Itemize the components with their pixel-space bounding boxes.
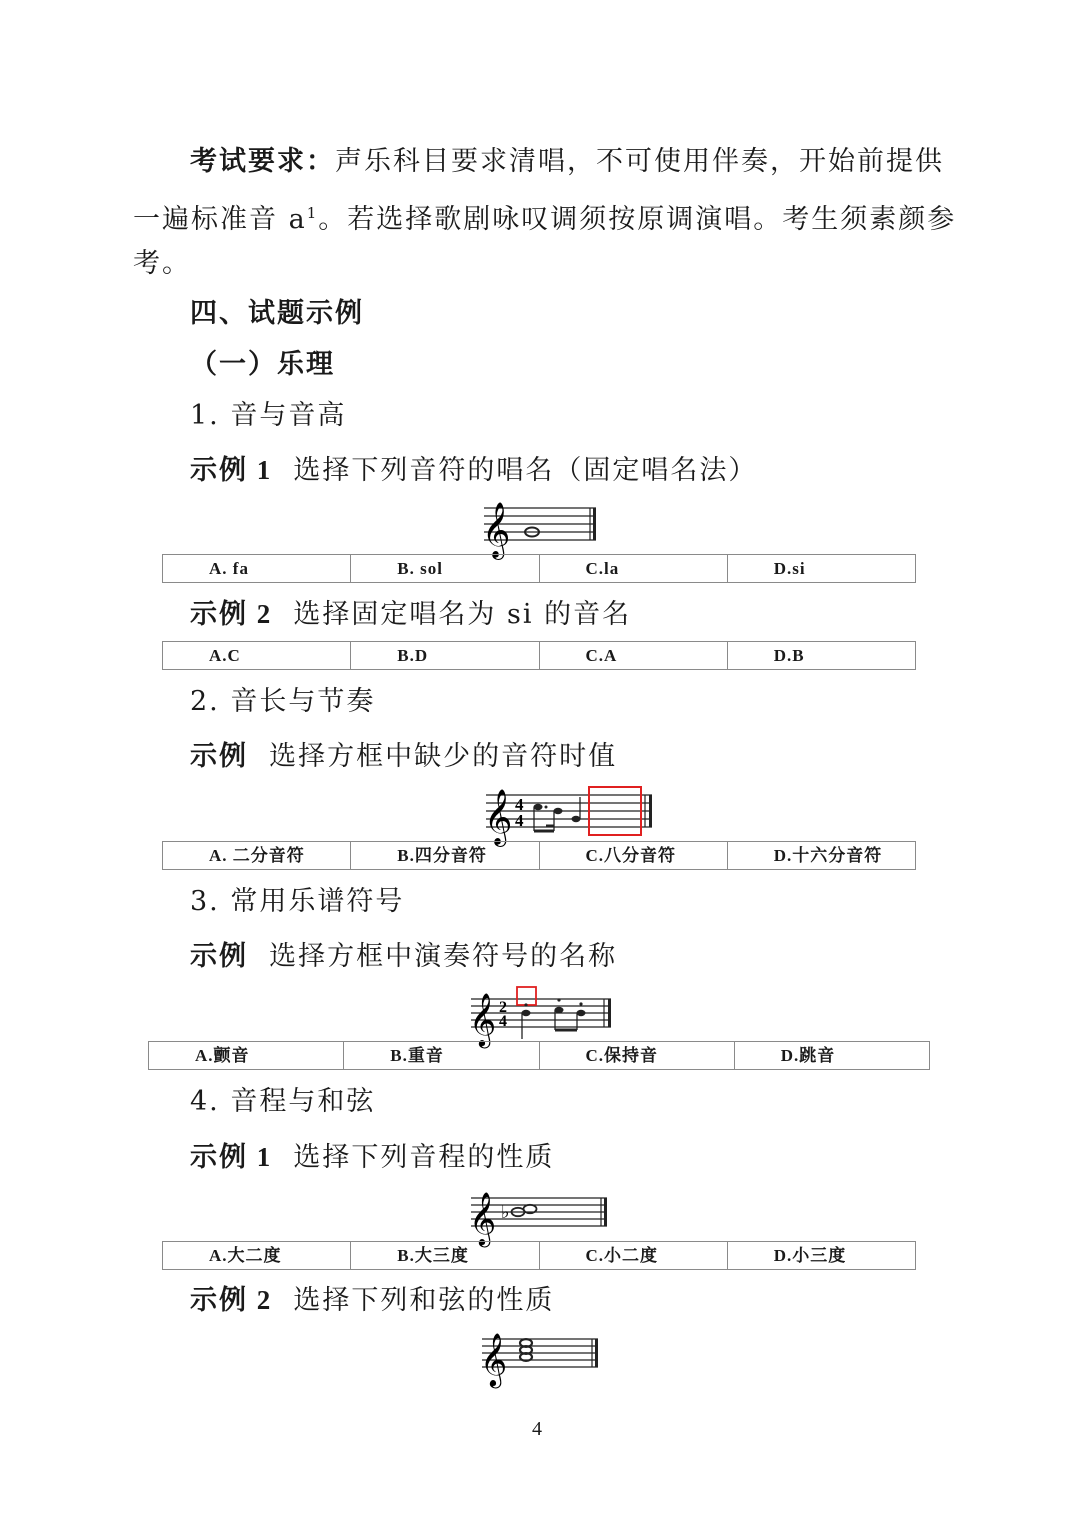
- options-example-1-2: [162, 641, 916, 670]
- requirements-text-1: 声乐科目要求清唱，不可使用伴奏，开始前提供: [335, 146, 944, 177]
- a1-superscript: 1: [306, 204, 319, 222]
- section-title: 四、试题示例: [190, 298, 364, 329]
- requirements-line-1: [190, 145, 944, 179]
- option-a[interactable]: A. 二分音符: [163, 842, 351, 870]
- time-signature-top: 4: [515, 795, 524, 814]
- requirements-text-2b: 。若选择歌剧咏叹调须按原调演唱。考生须素颜参: [318, 204, 957, 235]
- staccato-dot: [524, 1003, 527, 1006]
- example-4-1: [190, 1140, 554, 1175]
- topic-heading-2: 2. 音长与节奏: [190, 686, 376, 717]
- topic-heading-4: 4. 音程与和弦: [190, 1086, 376, 1117]
- topic-heading-3: 3. 常用乐谱符号: [190, 886, 405, 917]
- quarter-note: [522, 1010, 531, 1016]
- staff-example-1-1: [480, 498, 600, 558]
- topic-heading-1: 1. 音与音高: [190, 400, 347, 431]
- requirements-line-3: 考。: [133, 248, 191, 279]
- subsection-title: （一）乐理: [190, 349, 335, 380]
- option-c[interactable]: C.八分音符: [539, 842, 727, 870]
- option-a[interactable]: A. fa: [163, 555, 351, 583]
- example-text: 选择方框中演奏符号的名称: [269, 941, 618, 972]
- option-b[interactable]: B.D: [351, 642, 539, 670]
- option-d[interactable]: D.小三度: [727, 1242, 915, 1270]
- option-a[interactable]: A.C: [163, 642, 351, 670]
- example-text: 选择下列和弦的性质: [293, 1285, 555, 1316]
- staff-example-4-2: [478, 1326, 603, 1384]
- note-head: [554, 808, 563, 814]
- option-d[interactable]: D.si: [727, 555, 915, 583]
- option-a[interactable]: A.颤音: [149, 1042, 344, 1070]
- treble-clef-icon: 𝄞: [469, 1191, 497, 1245]
- example-text: 选择方框中缺少的音符时值: [269, 741, 618, 772]
- options-example-1-1: [162, 554, 916, 583]
- staff-example-3-1: [467, 985, 617, 1046]
- staff-example-4-1: [467, 1185, 612, 1245]
- staccato-dot: [557, 998, 560, 1001]
- example-text: 选择下列音符的唱名（固定唱名法）: [293, 455, 758, 486]
- option-b[interactable]: B. sol: [351, 555, 539, 583]
- treble-clef-icon: 𝄞: [484, 789, 513, 845]
- option-b[interactable]: B.重音: [344, 1042, 539, 1070]
- option-d[interactable]: D.跳音: [734, 1042, 929, 1070]
- options-example-4-1: [162, 1241, 916, 1270]
- page-number: 4: [532, 1418, 542, 1440]
- time-signature-top: 2: [499, 999, 507, 1016]
- note-head: [534, 804, 543, 810]
- options-example-2-1: [162, 841, 916, 870]
- option-c[interactable]: C.小二度: [539, 1242, 727, 1270]
- option-d[interactable]: D.十六分音符: [727, 842, 915, 870]
- example-text: 选择固定唱名为 si 的音名: [293, 599, 632, 630]
- requirements-text-2a: 一遍标准音 a: [133, 204, 307, 235]
- treble-clef-icon: 𝄞: [482, 502, 511, 558]
- time-signature-bottom: 4: [499, 1013, 507, 1030]
- example-label: 示例 1: [190, 1142, 273, 1172]
- example-2-1: [190, 740, 617, 774]
- option-d[interactable]: D.B: [727, 642, 915, 670]
- option-c[interactable]: C.A: [539, 642, 727, 670]
- quarter-note: [572, 816, 581, 822]
- marking-box: [517, 987, 536, 1005]
- augmentation-dot: [545, 806, 548, 809]
- option-b[interactable]: B.四分音符: [351, 842, 539, 870]
- requirements-label: 考试要求：: [190, 146, 335, 177]
- staccato-dot: [579, 1002, 582, 1005]
- example-4-2: [190, 1283, 554, 1318]
- treble-clef-icon: 𝄞: [469, 992, 497, 1046]
- option-c[interactable]: C.la: [539, 555, 727, 583]
- example-text: 选择下列音程的性质: [293, 1142, 555, 1173]
- treble-clef-icon: 𝄞: [480, 1332, 508, 1386]
- option-a[interactable]: A.大二度: [163, 1242, 351, 1270]
- example-1-2: [190, 597, 631, 632]
- example-label: 示例 2: [190, 1285, 273, 1315]
- example-label: 示例: [190, 741, 248, 772]
- flat-icon: ♭: [501, 1202, 510, 1223]
- requirements-line-2: [133, 196, 956, 237]
- example-3-1: [190, 940, 617, 974]
- options-example-3-1: [148, 1041, 930, 1070]
- example-label: 示例 2: [190, 599, 273, 629]
- example-label: 示例 1: [190, 455, 273, 485]
- note-head: [577, 1010, 586, 1016]
- option-c[interactable]: C.保持音: [539, 1042, 734, 1070]
- option-b[interactable]: B.大三度: [351, 1242, 539, 1270]
- note-head: [555, 1007, 564, 1013]
- example-label: 示例: [190, 941, 248, 972]
- staff-example-2-1: [482, 785, 657, 845]
- time-signature-bottom: 4: [515, 811, 524, 830]
- example-1-1: [190, 453, 757, 488]
